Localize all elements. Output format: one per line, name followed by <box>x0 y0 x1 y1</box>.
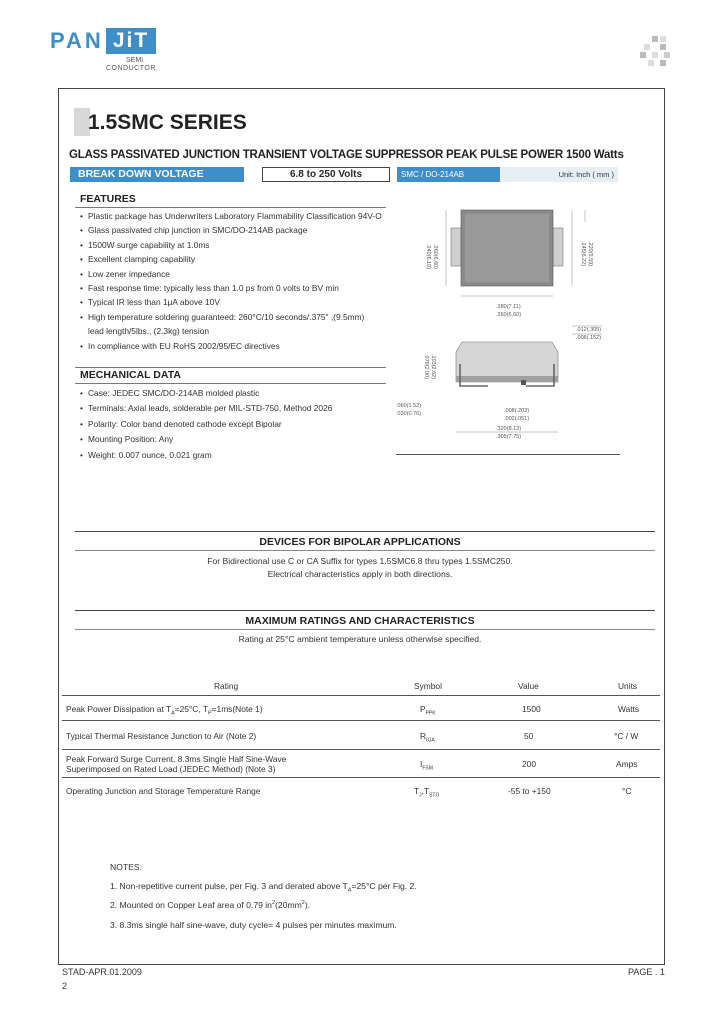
page-title: 1.5SMC SERIES <box>88 111 247 134</box>
bipolar-rule <box>75 550 655 551</box>
dim-d1: .012(.305) <box>576 327 602 333</box>
column-header-units: Units <box>618 681 638 691</box>
bipolar-line-2: Electrical characteristics apply in both directions. <box>267 569 453 579</box>
bipolar-line-1: For Bidirectional use C or CA Suffix for types 1.5SMC6.8 thru types 1.5SMC250. <box>207 556 513 566</box>
list-item: lead length/5lbs., (2.3kg) tension <box>88 326 210 337</box>
decorative-dots-icon <box>640 36 670 66</box>
row-rule-3 <box>62 777 660 778</box>
side-view-band <box>456 376 558 382</box>
dim-c2: .260(6.60) <box>496 312 522 318</box>
logo-jit-badge: JiT <box>106 28 156 54</box>
note-3: 3. 8.3ms single half sine-wave, duty cycle= 4 pulses per minutes maximum. <box>110 920 397 930</box>
column-header-symbol: Symbol <box>414 681 442 691</box>
mechanical-rule <box>75 383 386 384</box>
document-code: STAD-APR.01.2009 <box>62 967 142 977</box>
breakdown-voltage-label: BREAK DOWN VOLTAGE <box>70 167 244 182</box>
features-rule <box>75 207 386 208</box>
mechanical-heading: MECHANICAL DATA <box>80 369 181 381</box>
note-1: 1. Non-repetitive current pulse, per Fig. 3 and derated above $T_A=25^\circ C$ per Fig. 2. <box>110 881 417 894</box>
table-cell-symbol: $T_J,T_{STG}$ <box>414 786 440 799</box>
dim-a1: .260(6.60) <box>432 244 438 270</box>
table-row: Typical Thermal Resistance Junction to Air (Note 2) <box>66 731 257 741</box>
features-heading: FEATURES <box>80 193 136 205</box>
column-header-value: Value <box>518 681 539 691</box>
table-header-rule <box>62 695 660 696</box>
ratings-top-rule <box>75 610 655 611</box>
table-cell-symbol: $R_{\theta JA}$ <box>420 731 435 744</box>
mechanical-top-rule <box>75 367 386 368</box>
mechanical-list <box>80 386 332 463</box>
row-rule-1 <box>62 720 660 721</box>
dim-f1: .060(1.52) <box>396 403 422 409</box>
list-item: • Case: JEDEC SMC/DO-214AB molded plastic <box>80 388 260 398</box>
table-row: Peak Forward Surge Current, 8.3ms Single Half Sine-Wave <box>66 754 287 764</box>
table-cell-value: 200 <box>522 759 536 769</box>
bipolar-top-rule <box>75 531 655 532</box>
list-item: • 1500W surge capability at 1.0ms <box>80 239 210 250</box>
dim-e2: .079(2.00) <box>423 354 429 380</box>
unit-label: Unit: Inch ( mm ) <box>500 167 618 182</box>
bipolar-heading: DEVICES FOR BIPOLAR APPLICATIONS <box>259 536 461 548</box>
list-item: • In compliance with EU RoHS 2002/95/EC directives <box>80 340 280 351</box>
bottom-rule <box>58 964 665 965</box>
list-item: • Polarity: Color band denoted cathode except Bipolar <box>80 418 282 429</box>
dim-b1: .245(6.22) <box>580 241 586 267</box>
dim-c1: .280(7.11) <box>496 304 521 310</box>
list-item: • Fast response time: typically less than 1.0 ps from 0 volts to BV min <box>80 282 339 293</box>
column-header-rating: Rating <box>214 681 239 691</box>
table-cell-symbol: $P_{PPK}$ <box>420 704 436 717</box>
table-row: Operating Junction and Storage Temperature Range <box>66 786 261 796</box>
page-number: 2 <box>62 981 68 991</box>
cathode-mark <box>521 380 526 385</box>
table-cell-units: °C <box>622 786 632 796</box>
table-row-line2: Superimposed on Rated Load (JEDEC Method) (Note 3) <box>66 764 276 774</box>
ratings-note: Rating at 25°C ambient temperature unless otherwise specified. <box>238 634 482 644</box>
notes-heading: NOTES: <box>110 862 142 872</box>
list-item: • Mounting Position: Any <box>80 434 174 445</box>
table-cell-units: Amps <box>616 759 638 769</box>
table-cell-value: -55 to +150 <box>508 786 551 796</box>
dim-d2: .006(.152) <box>576 335 602 341</box>
table-cell-symbol: $I_{FSM}$ <box>420 759 433 772</box>
row-rule-2 <box>62 749 660 750</box>
list-item: • Glass passivated chip junction in SMC/DO-214AB package <box>80 225 308 236</box>
dim-g1: .008(.203) <box>504 408 530 414</box>
list-item: • Weight: 0.007 ounce, 0.021 gram <box>80 449 212 460</box>
table-cell-value: 50 <box>524 731 534 741</box>
logo-pan-text: PAN <box>50 28 104 53</box>
left-frame <box>58 88 59 964</box>
drawing-bottom-rule <box>396 454 620 455</box>
table-row: Peak Power Dissipation at $T_A=25^\circ C$, $T_P=1ms(Note$ 1) <box>66 704 263 717</box>
ratings-rule <box>75 629 655 630</box>
dim-f2: .030(0.76) <box>396 411 422 417</box>
logo-semi-text: SEMI <box>126 57 144 64</box>
table-cell-units: Watts <box>618 704 640 714</box>
voltage-range: 6.8 to 250 Volts <box>262 167 390 182</box>
list-item: • Terminals: Axial leads, solderable per MIL-STD-750, Method 2026 <box>80 403 333 414</box>
package-label: SMC / DO-214AB <box>397 167 500 182</box>
ratings-heading: MAXIMUM RATINGS AND CHARACTERISTICS <box>245 615 475 627</box>
page-label: PAGE . 1 <box>628 967 665 977</box>
table-cell-units: °C / W <box>614 731 639 741</box>
note-2: 2. Mounted on Copper Leaf area of 0.79 $in^2(20mm^2)$. <box>110 900 311 910</box>
list-item: • High temperature soldering guaranteed: 260°C/10 seconds/.375" ,(9.5mm) <box>80 311 365 322</box>
list-item: • Plastic package has Underwriters Laboratory Flammability Classification 94V-O <box>80 211 382 221</box>
dim-a2: .240(6.10) <box>425 244 431 270</box>
list-item: • Excellent clamping capability <box>80 254 196 265</box>
list-item: • Low zener impedance <box>80 268 170 279</box>
dim-e1: .103(2.62) <box>430 354 436 380</box>
dim-b2: .220(5.59) <box>587 241 593 267</box>
top-rule <box>58 88 664 89</box>
top-view-face <box>465 214 549 282</box>
logo-conductor-text: CONDUCTOR <box>106 65 156 72</box>
dim-h2: .305(7.75) <box>496 434 522 440</box>
features-list <box>80 209 382 353</box>
table-cell-value: 1500 <box>522 704 541 714</box>
top-view-tab-right <box>553 228 563 266</box>
dim-g2: .002(.051) <box>504 416 530 422</box>
top-view-tab-left <box>451 228 461 266</box>
dim-h1: .320(8.13) <box>496 426 522 432</box>
right-frame <box>664 88 665 964</box>
page-subtitle: GLASS PASSIVATED JUNCTION TRANSIENT VOLTAGE SUPPRESSOR PEAK PULSE POWER 1500 Watts <box>69 149 624 161</box>
list-item: • Typical IR less than 1μA above 10V <box>80 297 220 308</box>
package-outline-drawing <box>396 186 620 454</box>
